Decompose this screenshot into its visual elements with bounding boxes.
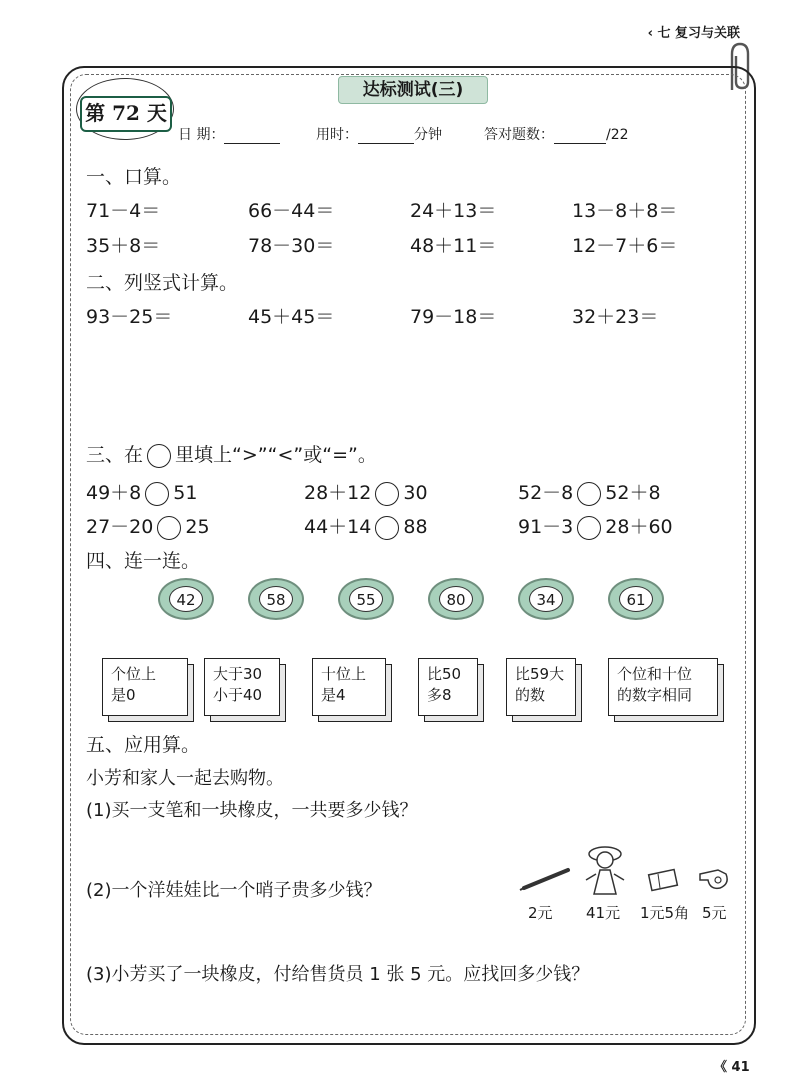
eraser-icon xyxy=(646,866,682,894)
section1-heading: 一、口算。 xyxy=(86,166,182,188)
number-ring[interactable] xyxy=(158,578,214,620)
card-line: 的数 xyxy=(515,686,546,704)
vertical-calc-item: 45＋45＝ xyxy=(248,306,335,328)
card-line: 个位和十位 xyxy=(617,665,693,683)
date-field xyxy=(178,124,280,144)
score-field xyxy=(484,124,629,144)
number-value: 34 xyxy=(529,586,563,612)
oral-item: 13－8＋8＝ xyxy=(572,200,678,222)
compare-left: 28＋12 xyxy=(304,482,372,504)
date-label: 日 期： xyxy=(178,127,225,143)
number-ring[interactable] xyxy=(608,578,664,620)
card-line: 个位上 xyxy=(111,665,157,683)
problem-q2: (2)一个洋娃娃比一个哨子贵多少钱？ xyxy=(86,880,382,901)
problem-intro: 小芳和家人一起去购物。 xyxy=(86,768,284,789)
compare-left: 27－20 xyxy=(86,516,154,538)
compare-answer-circle[interactable] xyxy=(577,516,601,540)
section3-heading xyxy=(86,440,377,468)
number-value: 58 xyxy=(259,586,293,612)
number-value: 42 xyxy=(169,586,203,612)
compare-answer-circle[interactable] xyxy=(375,482,399,506)
chapter-header: ‹ 七 复习与关联 xyxy=(647,26,740,41)
compare-left: 44＋14 xyxy=(304,516,372,538)
price-label: 2元 xyxy=(528,904,553,922)
price-label: 1元5角 xyxy=(640,904,690,922)
match-card[interactable] xyxy=(204,658,280,716)
oral-item: 71－4＝ xyxy=(86,200,161,222)
card-line: 比50 xyxy=(427,665,462,683)
time-field xyxy=(316,124,442,144)
oral-item: 12－7＋6＝ xyxy=(572,235,678,257)
vertical-calc-item: 79－18＝ xyxy=(410,306,497,328)
card-line: 大于30 xyxy=(213,665,263,683)
oral-item: 24＋13＝ xyxy=(410,200,497,222)
oral-item: 78－30＝ xyxy=(248,235,335,257)
number-value: 55 xyxy=(349,586,383,612)
number-value: 80 xyxy=(439,586,473,612)
match-card[interactable] xyxy=(608,658,718,716)
compare-item xyxy=(86,478,197,506)
vertical-calc-item: 32＋23＝ xyxy=(572,306,659,328)
number-ring[interactable] xyxy=(428,578,484,620)
oral-item: 66－44＝ xyxy=(248,200,335,222)
compare-answer-circle[interactable] xyxy=(375,516,399,540)
section3-heading-post: 里填上“>”“<”或“=”。 xyxy=(175,444,377,466)
number-ring[interactable] xyxy=(248,578,304,620)
whistle-icon xyxy=(696,864,732,894)
card-line: 比59大 xyxy=(515,665,565,683)
compare-answer-circle[interactable] xyxy=(157,516,181,540)
section5-heading: 五、应用算。 xyxy=(86,734,201,756)
number-value: 61 xyxy=(619,586,653,612)
compare-left: 49＋8 xyxy=(86,482,142,504)
test-title: 达标测试(三) xyxy=(338,76,488,104)
card-line: 小于40 xyxy=(213,686,263,704)
section2-heading: 二、列竖式计算。 xyxy=(86,272,239,294)
score-blank[interactable] xyxy=(554,143,606,144)
compare-item xyxy=(304,512,428,540)
problem-q3: (3)小芳买了一块橡皮，付给售货员 1 张 5 元。应找回多少钱？ xyxy=(86,964,590,985)
oral-item: 48＋11＝ xyxy=(410,235,497,257)
compare-answer-circle[interactable] xyxy=(577,482,601,506)
page-number: 《 41 xyxy=(714,1060,750,1075)
time-unit: 分钟 xyxy=(414,127,442,143)
compare-right: 25 xyxy=(185,516,210,538)
compare-left: 91－3 xyxy=(518,516,574,538)
card-line: 的数字相同 xyxy=(617,686,693,704)
problem-q1: (1)买一支笔和一块橡皮，一共要多少钱？ xyxy=(86,800,418,821)
card-line: 是4 xyxy=(321,686,346,704)
time-blank[interactable] xyxy=(358,143,414,144)
match-card[interactable] xyxy=(506,658,576,716)
price-label: 5元 xyxy=(702,904,727,922)
date-blank[interactable] xyxy=(224,143,280,144)
match-card[interactable] xyxy=(102,658,188,716)
card-line: 多8 xyxy=(427,686,452,704)
score-label: 答对题数： xyxy=(484,127,554,143)
pen-icon xyxy=(518,864,574,894)
number-ring[interactable] xyxy=(518,578,574,620)
score-total: /22 xyxy=(606,127,629,143)
compare-item xyxy=(518,478,661,506)
compare-right: 30 xyxy=(403,482,428,504)
compare-right: 52＋8 xyxy=(605,482,661,504)
card-line: 是0 xyxy=(111,686,136,704)
compare-item xyxy=(86,512,210,540)
number-ring[interactable] xyxy=(338,578,394,620)
day-badge: 第 72 天 xyxy=(80,96,172,132)
compare-item xyxy=(518,512,673,540)
section4-heading: 四、连一连。 xyxy=(86,550,201,572)
card-line: 十位上 xyxy=(321,665,367,683)
compare-left: 52－8 xyxy=(518,482,574,504)
compare-circle-icon xyxy=(147,444,171,468)
time-label: 用时： xyxy=(316,127,358,143)
compare-answer-circle[interactable] xyxy=(145,482,169,506)
oral-item: 35＋8＝ xyxy=(86,235,161,257)
compare-right: 88 xyxy=(403,516,428,538)
price-label: 41元 xyxy=(586,904,621,922)
match-card[interactable] xyxy=(312,658,386,716)
vertical-calc-item: 93－25＝ xyxy=(86,306,173,328)
match-card[interactable] xyxy=(418,658,478,716)
compare-right: 28＋60 xyxy=(605,516,673,538)
doll-icon xyxy=(578,840,632,898)
compare-right: 51 xyxy=(173,482,198,504)
compare-item xyxy=(304,478,428,506)
section3-heading-pre: 三、在 xyxy=(86,444,144,466)
